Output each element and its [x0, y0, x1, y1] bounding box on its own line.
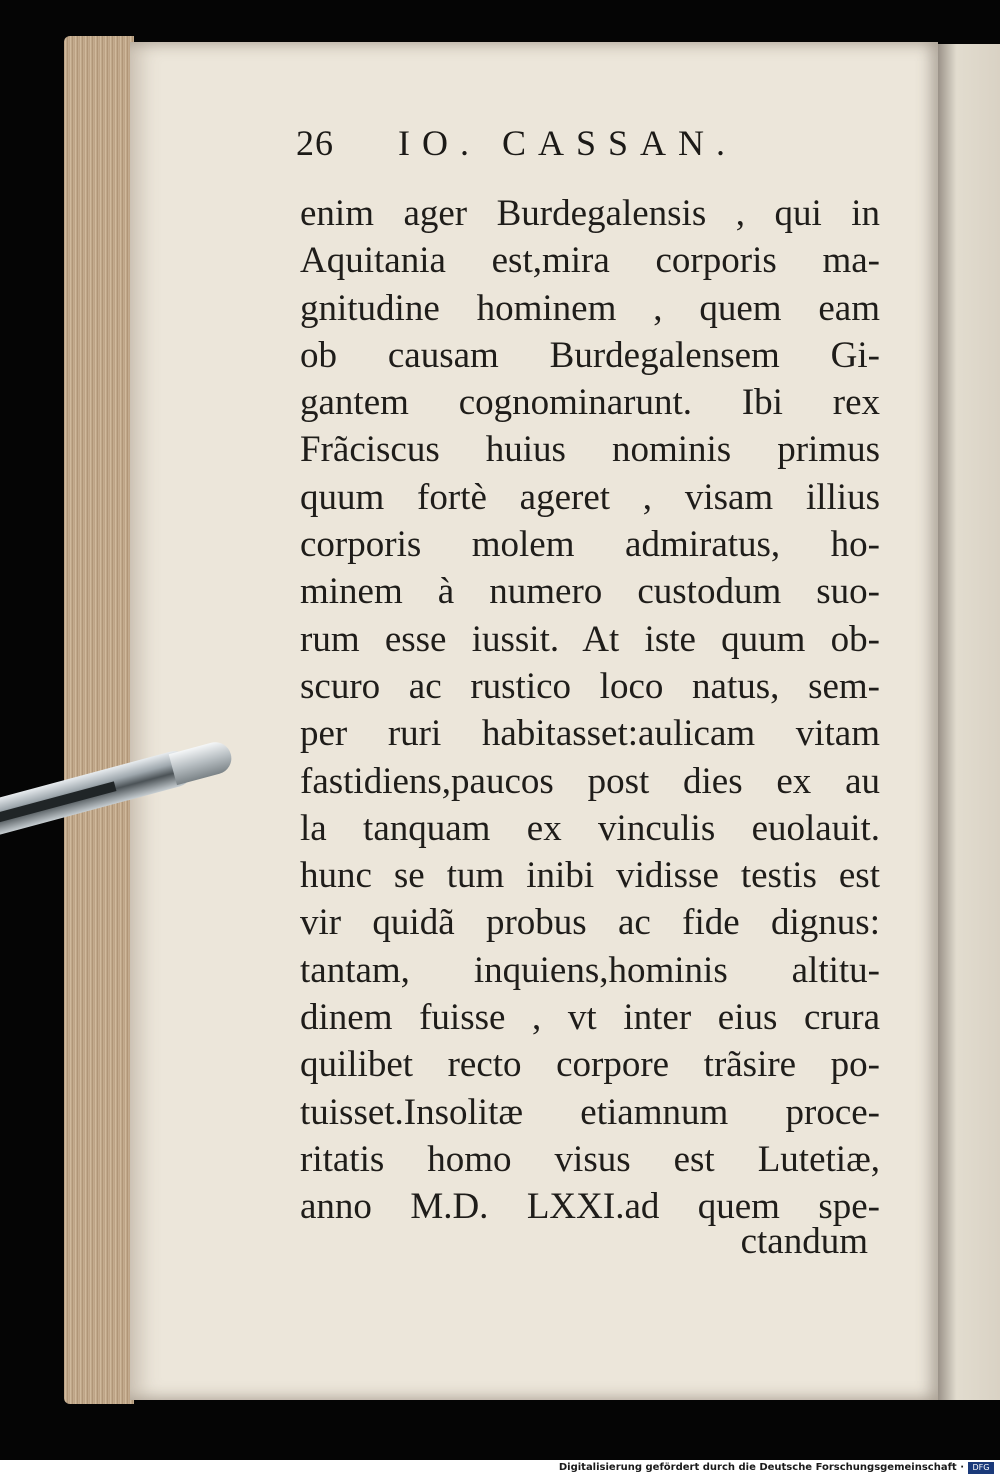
text-line: gnitudine hominem , quem eam	[300, 287, 880, 329]
page-number: 26	[296, 123, 334, 163]
text-line: dinem fuisse , vt inter eius crura	[300, 997, 880, 1039]
catchword: ctandum	[740, 1221, 868, 1262]
text-line: tantam, inquiens,hominis altitu-	[300, 949, 880, 991]
text-line: ritatis homo visus est Lutetiæ,	[300, 1138, 880, 1180]
page-header	[296, 122, 737, 164]
text-line: scuro ac rustico loco natus, sem-	[300, 665, 880, 707]
text-line: vir quidã probus ac fide dignus:	[300, 902, 880, 944]
text-line: quilibet recto corpore trãsire po-	[300, 1044, 880, 1086]
text-line: fastidiens,paucos post dies ex au	[300, 760, 880, 802]
text-line: anno M.D. LXXI.ad quem spe-	[300, 1186, 880, 1228]
text-line: rum esse iussit. At iste quum ob-	[300, 618, 880, 660]
text-line: quum fortè ageret , visam illius	[300, 476, 880, 518]
text-line: per ruri habitasset:aulicam vitam	[300, 713, 880, 755]
text-line: minem à numero custodum suo-	[300, 571, 880, 613]
body-text	[300, 190, 880, 1231]
text-line: la tanquam ex vinculis euolauit.	[300, 807, 880, 849]
text-line: tuisset.Insolitæ etiamnum proce-	[300, 1091, 880, 1133]
text-line: Frãciscus huius nominis primus	[300, 429, 880, 471]
book-fore-edge	[64, 36, 134, 1404]
facing-page-edge	[938, 44, 1000, 1400]
dfg-credit: Digitalisierung gefördert durch die Deutsche Forschungsgemeinschaft ·	[558, 1462, 964, 1473]
text-line: enim ager Burdegalensis , qui in	[300, 193, 880, 234]
running-head: IO. CASSAN.	[398, 123, 738, 163]
pointer-tip	[169, 739, 235, 785]
text-line: gantem cognominarunt. Ibi rex	[300, 382, 880, 424]
footer-bar	[0, 1460, 1000, 1476]
text-line: corporis molem admiratus, ho-	[300, 524, 880, 566]
dfg-logo: DFG	[968, 1462, 994, 1474]
text-line: ob causam Burdegalensem Gi-	[300, 334, 880, 376]
text-line: hunc se tum inibi vidisse testis est	[300, 855, 880, 897]
text-line: Aquitania est,mira corporis ma-	[300, 240, 880, 282]
